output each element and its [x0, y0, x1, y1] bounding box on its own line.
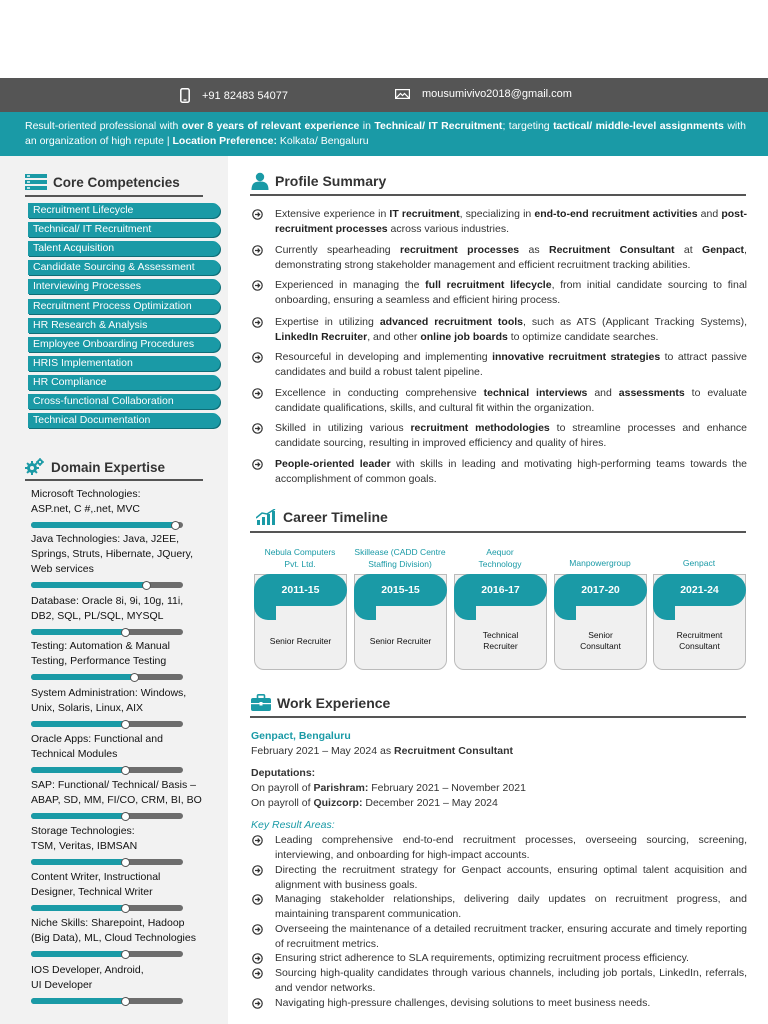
skill-level-bar: [31, 859, 183, 865]
kra-text: Managing stakeholder relationships, delivering daily updates on recruitment progress, and maintaining transparent communication.: [275, 893, 747, 920]
arrow-bullet-icon: [252, 924, 263, 935]
timeline-role: [258, 626, 343, 656]
arrow-bullet-icon: [252, 968, 263, 979]
skill-level-fill: [31, 629, 125, 635]
kra-bullet: [252, 966, 747, 996]
summary-text: , such as ATS (Applicant Tracking Systems),: [523, 316, 747, 328]
timeline-card: [653, 574, 746, 670]
headline-text: Result-oriented professional with: [25, 120, 182, 132]
emphasis-text: recruitment processes: [400, 244, 520, 256]
skill-level-bar: [31, 721, 183, 727]
email-address[interactable]: mousumivivo2018@gmail.com: [422, 88, 572, 100]
arrow-bullet-icon: [252, 835, 263, 846]
summary-bullet: [252, 421, 747, 451]
summary-text: Skilled in utilizing various: [275, 422, 411, 434]
skill-label-line: SAP: Functional/ Technical/ Basis –: [31, 779, 196, 791]
skill-label-line: Niche Skills: Sharepoint, Hadoop: [31, 917, 185, 929]
timeline-company: [550, 557, 650, 569]
skill-level-fill: [31, 767, 125, 773]
timeline-years: 2011-15: [254, 574, 347, 606]
summary-text: as: [519, 244, 549, 256]
skill-level-fill: [31, 721, 125, 727]
skill-level-knob: [142, 581, 151, 590]
timeline-company-line: Aequor: [486, 547, 514, 557]
kra-text: Directing the recruitment strategy for Genpact accounts, ensuring optimal talent acquisition and alignment with business goals.: [275, 864, 747, 891]
gears-icon: [25, 458, 45, 476]
emphasis-text: advanced recruitment tools: [379, 316, 523, 328]
company-name: Genpact, Bengaluru: [251, 730, 351, 742]
summary-text: to evaluate candidate qualifications, skills, and cultural fit within the organization.: [275, 387, 748, 414]
skill-label-line: ABAP, SD, MM, FI/CO, CRM, BI, BO: [31, 794, 202, 806]
skill-level-fill: [31, 582, 147, 588]
headline-text: ; targeting: [502, 120, 554, 132]
kra-label: Key Result Areas:: [251, 819, 335, 831]
period-text: February 2021 – May 2024 as: [251, 745, 395, 757]
headline-bold: over 8 years of relevant experience: [181, 120, 360, 132]
deputation-org: Parishram:: [313, 782, 369, 794]
emphasis-text: innovative recruitment strategies: [492, 351, 661, 363]
kra-bullet: [252, 863, 747, 893]
list-icon: [25, 174, 47, 190]
skill-level-bar: [31, 674, 183, 680]
skill-label: [31, 487, 221, 517]
skill-level-fill: [31, 813, 125, 819]
summary-text: , demonstrating strong stakeholder management and efficient recruitment tracking abilities.: [275, 244, 747, 271]
timeline-role-line: Senior Recruiter: [369, 635, 432, 646]
career-timeline-heading: [256, 509, 388, 525]
competency-item: HR Compliance: [28, 375, 220, 390]
skill-level-knob: [121, 997, 130, 1006]
deputation-prefix: On payroll of: [251, 797, 314, 809]
emphasis-text: online job boards: [420, 331, 508, 343]
timeline-card: [554, 574, 647, 670]
skill-label-line: IOS Developer, Android,: [31, 964, 144, 976]
skill-label-line: Springs, Struts, Hibernate, JQuery,: [31, 548, 194, 560]
summary-text: to streamline processes and enhance candidate sourcing, resulting in improved efficiency and quality of hires.: [275, 422, 747, 449]
timeline-role: [657, 626, 742, 656]
skill-label-line: Database: Oracle 8i, 9i, 10g, 11i,: [31, 595, 184, 607]
timeline-company-line: Nebula Computers: [264, 547, 336, 557]
summary-bullet: [252, 207, 747, 237]
divider: [25, 195, 203, 197]
kra-bullet: [252, 833, 747, 863]
skill-level-knob: [121, 812, 130, 821]
skill-level-bar: [31, 522, 183, 528]
skill-level-knob: [171, 521, 180, 530]
timeline-company-line: Manpowergroup: [569, 558, 631, 568]
summary-bullet: [252, 315, 747, 345]
emphasis-text: People-oriented leader: [275, 458, 391, 470]
summary-text: and: [697, 208, 722, 220]
competency-item: Candidate Sourcing & Assessment: [28, 260, 220, 275]
arrow-bullet-icon: [252, 865, 263, 876]
skill-label: [31, 639, 221, 669]
emphasis-text: end-to-end recruitment activities: [534, 208, 698, 220]
work-experience-heading: [251, 694, 390, 711]
arrow-bullet-icon: [252, 352, 263, 363]
skill-level-bar: [31, 629, 183, 635]
section-title: Core Competencies: [53, 174, 180, 190]
domain-expertise-heading: [25, 458, 165, 476]
user-icon: [251, 172, 269, 190]
skill-label: [31, 916, 221, 946]
kra-bullet: [252, 951, 747, 966]
skill-level-bar: [31, 582, 183, 588]
summary-text: Extensive experience in: [275, 208, 390, 220]
phone-number: +91 82483 54077: [202, 89, 288, 102]
timeline-role-line: Consultant: [580, 641, 621, 651]
timeline-company: [450, 546, 550, 570]
skill-label-line: Web services: [31, 563, 94, 575]
summary-text: , specializing in: [459, 208, 535, 220]
summary-bullet: [252, 386, 747, 416]
emphasis-text: LinkedIn Recruiter: [275, 331, 368, 343]
competency-item: Interviewing Processes: [28, 279, 220, 294]
section-title: Domain Expertise: [51, 459, 166, 475]
skill-level-fill: [31, 998, 125, 1004]
divider: [250, 716, 746, 718]
arrow-bullet-icon: [252, 280, 263, 291]
arrow-bullet-icon: [252, 317, 263, 328]
employment-period: [251, 744, 513, 759]
summary-text: Excellence in conducting comprehensive: [275, 387, 484, 399]
timeline-years: 2016-17: [454, 574, 547, 606]
timeline-role-line: Consultant: [679, 641, 720, 651]
timeline-company-line: Technology: [478, 559, 522, 569]
arrow-bullet-icon: [252, 953, 263, 964]
skill-label-line: Java Technologies: Java, J2EE,: [31, 533, 180, 545]
divider: [250, 531, 746, 533]
summary-text: to optimize candidate searches.: [507, 331, 659, 343]
skill-level-bar: [31, 767, 183, 773]
summary-text: Expertise in utilizing: [275, 316, 380, 328]
timeline-role-text: [580, 630, 621, 652]
timeline-company: [649, 557, 749, 569]
skill-label-line: UI Developer: [31, 979, 93, 991]
skill-label: [31, 594, 221, 624]
divider: [25, 479, 203, 481]
timeline-role: [558, 626, 643, 656]
arrow-bullet-icon: [252, 245, 263, 256]
skill-label-line: Unix, Solaris, Linux, AIX: [31, 702, 144, 714]
skill-label-line: Testing: Automation & Manual: [31, 640, 170, 652]
briefcase-icon: [251, 694, 271, 711]
profile-summary-heading: [251, 172, 386, 190]
skill-label: [31, 686, 221, 716]
timeline-company-line: Skillease (CADD Centre: [354, 547, 446, 557]
skill-level-knob: [130, 673, 139, 682]
timeline-role-line: Technical: [482, 630, 519, 640]
arrow-bullet-icon: [252, 209, 263, 220]
summary-text: to attract passive candidates and build a robust talent pipeline.: [275, 351, 748, 378]
skill-label-line: Content Writer, Instructional: [31, 871, 161, 883]
arrow-bullet-icon: [252, 423, 263, 434]
timeline-role-text: [270, 636, 331, 647]
skill-level-fill: [31, 522, 175, 528]
competency-item: HRIS Implementation: [28, 356, 220, 371]
skill-label-line: DB2, SQL, PL/SQL, MYSQL: [31, 610, 164, 622]
competency-item: Recruitment Lifecycle: [28, 203, 220, 218]
competency-item: Technical/ IT Recruitment: [28, 222, 220, 237]
timeline-role-text: [370, 636, 431, 647]
headline-bold: Technical/ IT Recruitment: [374, 120, 503, 132]
summary-text: Currently spearheading: [275, 244, 401, 256]
timeline-card: [454, 574, 547, 670]
emphasis-text: assessments: [618, 387, 685, 399]
competency-item: Recruitment Process Optimization: [28, 299, 220, 314]
phone-icon: [180, 88, 190, 103]
skill-level-bar: [31, 951, 183, 957]
arrow-bullet-icon: [252, 388, 263, 399]
emphasis-text: IT recruitment: [389, 208, 460, 220]
deputations-label: Deputations:: [251, 767, 316, 779]
skill-level-fill: [31, 905, 125, 911]
job-title: Recruitment Consultant: [394, 745, 514, 757]
email-contact: [395, 88, 572, 100]
skill-label-line: TSM, Veritas, IBMSAN: [31, 840, 138, 852]
section-title: Work Experience: [277, 694, 391, 711]
arrow-bullet-icon: [252, 459, 263, 470]
phone-contact: [180, 88, 288, 103]
skill-level-bar: [31, 905, 183, 911]
kra-text: Ensuring strict adherence to SLA requirements, optimizing recruitment process efficiency.: [275, 952, 689, 964]
emphasis-text: full recruitment lifecycle: [425, 279, 552, 291]
skill-label: [31, 824, 221, 854]
timeline-company: [250, 546, 350, 570]
competency-item: Technical Documentation: [28, 413, 220, 428]
skill-label: [31, 532, 221, 577]
emphasis-text: Recruitment Consultant: [549, 244, 675, 256]
skill-label-line: Microsoft Technologies:: [31, 488, 141, 500]
skill-level-knob: [121, 858, 130, 867]
arrow-bullet-icon: [252, 894, 263, 905]
timeline-role-line: Senior: [588, 630, 613, 640]
emphasis-text: post-recruitment processes: [275, 208, 747, 235]
kra-text: Overseeing the maintenance of a detailed recruitment tracker, ensuring accurate and timely reporting of recruitment metrics.: [275, 923, 747, 950]
skill-label: [31, 963, 221, 993]
skill-level-fill: [31, 674, 134, 680]
kra-text: Sourcing high-quality candidates through various channels, including job portals, LinkedIn, referrals, and vendor networks.: [275, 967, 747, 994]
skill-label: [31, 870, 221, 900]
deputation-dates: February 2021 – November 2021: [368, 782, 526, 794]
summary-bullet: [252, 278, 747, 308]
skill-label-line: ASP.net, C #,.net, MVC: [31, 503, 140, 515]
kra-text: Navigating high-pressure challenges, devising solutions to meet business needs.: [275, 997, 651, 1009]
skill-level-bar: [31, 813, 183, 819]
skill-level-knob: [121, 904, 130, 913]
section-title: Career Timeline: [283, 509, 388, 525]
timeline-years: 2021-24: [653, 574, 746, 606]
timeline-card: [254, 574, 347, 670]
deputation-line: [251, 796, 498, 811]
kra-bullet: [252, 996, 747, 1011]
skill-label-line: Oracle Apps: Functional and: [31, 733, 163, 745]
summary-text: , and other: [367, 331, 421, 343]
summary-text: and: [587, 387, 619, 399]
skill-level-knob: [121, 628, 130, 637]
divider: [250, 194, 746, 196]
skill-label: [31, 778, 221, 808]
skill-label-line: Technical Modules: [31, 748, 118, 760]
skill-label: [31, 732, 221, 762]
timeline-role-line: Recruitment: [676, 630, 723, 640]
skill-label-line: Testing, Performance Testing: [31, 655, 167, 667]
skill-label-line: Storage Technologies:: [31, 825, 135, 837]
timeline-role: [458, 626, 543, 656]
headline-bold: tactical/ middle-level assignments: [553, 120, 724, 132]
headline-text: Kolkata/ Bengaluru: [276, 135, 369, 147]
competency-item: Talent Acquisition: [28, 241, 220, 256]
mail-icon: [395, 89, 410, 99]
summary-bullet: [252, 350, 747, 380]
emphasis-text: Genpact: [702, 244, 745, 256]
summary-text: at: [674, 244, 703, 256]
timeline-role-text: [677, 630, 723, 652]
summary-text: with skills in leading and motivating high-performing teams towards the accomplishment of common goals.: [275, 458, 747, 485]
timeline-company-line: Pvt. Ltd.: [284, 559, 316, 569]
timeline-years: 2015-15: [354, 574, 447, 606]
timeline-role-line: Senior Recruiter: [269, 635, 332, 646]
summary-bullet: [252, 457, 747, 487]
timeline-card: [354, 574, 447, 670]
kra-bullet: [252, 922, 747, 952]
competency-item: Employee Onboarding Procedures: [28, 337, 220, 352]
deputation-dates: December 2021 – May 2024: [362, 797, 498, 809]
summary-text: across various industries.: [387, 223, 510, 235]
timeline-role: [358, 626, 443, 656]
kra-bullet: [252, 892, 747, 922]
skill-level-fill: [31, 951, 125, 957]
growth-chart-icon: [256, 509, 277, 525]
core-competencies-heading: [25, 174, 180, 190]
skill-level-knob: [121, 720, 130, 729]
summary-text: Resourceful in developing and implementing: [275, 351, 493, 363]
skill-label-line: (Big Data), ML, Cloud Technologies: [31, 932, 196, 944]
deputation-prefix: On payroll of: [251, 782, 314, 794]
timeline-company: [350, 546, 450, 570]
kra-text: Leading comprehensive end-to-end recruitment processes, overseeing sourcing, screening, interviewing, and onboarding for high-impact accounts.: [275, 834, 747, 861]
skill-level-knob: [121, 766, 130, 775]
headline-text: with an organization of high repute |: [25, 120, 746, 147]
headline-summary: [0, 112, 768, 156]
timeline-company-line: Staffing Division): [368, 559, 432, 569]
emphasis-text: technical interviews: [483, 387, 588, 399]
timeline-company-line: Genpact: [682, 558, 716, 568]
competency-item: HR Research & Analysis: [28, 318, 220, 333]
summary-bullet: [252, 243, 747, 273]
skill-level-knob: [121, 950, 130, 959]
arrow-bullet-icon: [252, 998, 263, 1009]
headline-bold: Location Preference:: [172, 135, 277, 147]
skill-level-bar: [31, 998, 183, 1004]
timeline-role-line: Recruiter: [483, 641, 518, 651]
summary-text: , from initial candidate sourcing to final onboarding, ensuring a seamless and efficient hiring process.: [275, 279, 747, 306]
skill-label-line: System Administration: Windows,: [31, 687, 187, 699]
summary-text: Experienced in managing the: [275, 279, 426, 291]
timeline-years: 2017-20: [554, 574, 647, 606]
emphasis-text: recruitment methodologies: [410, 422, 550, 434]
deputation-line: [251, 781, 526, 796]
skill-label-line: Designer, Technical Writer: [31, 886, 153, 898]
headline-text: in: [359, 120, 375, 132]
skill-level-fill: [31, 859, 125, 865]
deputation-org: Quizcorp:: [313, 797, 363, 809]
section-title: Profile Summary: [275, 173, 387, 189]
competency-item: Cross-functional Collaboration: [28, 394, 220, 409]
timeline-role-text: [483, 630, 518, 652]
contact-bar: [0, 78, 768, 112]
